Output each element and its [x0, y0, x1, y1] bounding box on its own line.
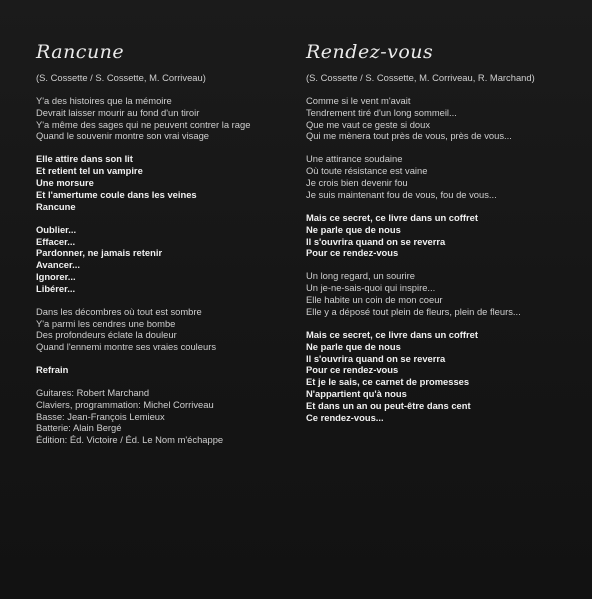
- lyric-line: Devrait laisser mourir au fond d'un tiroir: [36, 106, 200, 118]
- musician-credits: [36, 387, 298, 445]
- lyric-line: Y'a des histoires que la mémoire: [36, 95, 172, 106]
- lyric-line: Effacer...: [36, 235, 76, 247]
- song-credits: (S. Cossette / S. Cossette, M. Corriveau, R. Marchand): [306, 72, 535, 83]
- credit-line: Batterie: Alain Bergé: [36, 422, 122, 434]
- lyric-line: Il s'ouvrira quand on se reverra: [306, 352, 446, 364]
- lyric-line: N'appartient qu'à nous: [306, 387, 407, 399]
- refrain-marker: [36, 364, 298, 376]
- lyric-line: Que me vaut ce geste si doux: [306, 118, 431, 130]
- lyric-line: Et l'amertume coule dans les veines: [36, 188, 197, 200]
- lyric-line: Libérer...: [36, 282, 76, 294]
- chorus-stanza: [306, 329, 582, 423]
- stanza: [36, 95, 298, 142]
- lyric-line: Des profondeurs éclate la douleur: [36, 329, 177, 341]
- lyric-line: Et retient tel un vampire: [36, 165, 143, 177]
- lyric-line: Un long regard, un sourire: [306, 270, 415, 282]
- stanza: [36, 306, 298, 353]
- lyric-line: Qui me mènera tout près de vous, près de vous...: [306, 130, 512, 142]
- lyric-line: Il s'ouvrira quand on se reverra: [306, 235, 446, 247]
- chorus-stanza: [306, 212, 582, 259]
- lyric-line: Une attirance soudaine: [306, 153, 403, 165]
- lyric-line: Pour ce rendez-vous: [306, 364, 399, 376]
- song-title: Rendez-vous: [306, 41, 434, 63]
- lyric-line: Je suis maintenant fou de vous, fou de vous...: [306, 188, 497, 200]
- lyric-line: Dans les décombres où tout est sombre: [36, 305, 202, 317]
- stanza: [306, 153, 582, 200]
- lyric-line: Avancer...: [36, 259, 80, 271]
- lyric-line: Et je le sais, ce carnet de promesses: [306, 376, 470, 388]
- lyric-line: Rancune: [36, 200, 76, 212]
- credit-line: Guitares: Robert Marchand: [36, 387, 150, 399]
- lyric-line: Une morsure: [36, 177, 94, 189]
- lyric-line: Et dans un an ou peut-être dans cent: [306, 399, 471, 411]
- song-rancune: [36, 40, 298, 457]
- chorus-stanza: [36, 153, 298, 212]
- lyric-line: Quand le souvenir montre son vrai visage: [36, 130, 210, 142]
- lyric-line: Ce rendez-vous...: [306, 411, 384, 423]
- lyric-line: Comme si le vent m'avait: [306, 95, 411, 106]
- lyric-line: Elle attire dans son lit: [36, 153, 133, 165]
- chorus-stanza: [36, 224, 298, 295]
- lyric-line: Tendrement tiré d'un long sommeil...: [306, 106, 457, 118]
- lyric-line: Refrain: [36, 364, 69, 376]
- lyric-line: Elle y a déposé tout plein de fleurs, plein de fleurs...: [306, 305, 521, 317]
- credit-line: Claviers, programmation: Michel Corriveau: [36, 399, 214, 411]
- lyric-line: Ne parle que de nous: [306, 223, 401, 235]
- lyric-line: Où toute résistance est vaine: [306, 165, 428, 177]
- stanza: [306, 270, 582, 317]
- lyric-line: Un je-ne-sais-quoi qui inspire...: [306, 282, 436, 294]
- lyric-line: Elle habite un coin de mon coeur: [306, 294, 443, 306]
- stanza: [306, 95, 582, 142]
- lyric-line: Quand l'ennemi montre ses vraies couleurs: [36, 341, 217, 353]
- lyric-line: Oublier...: [36, 223, 77, 235]
- song-rendez-vous: [306, 40, 582, 435]
- lyric-line: Mais ce secret, ce livre dans un coffret: [306, 328, 478, 340]
- lyric-line: Pour ce rendez-vous: [306, 247, 399, 259]
- lyric-line: Pardonner, ne jamais retenir: [36, 247, 163, 259]
- credit-line: Basse: Jean-François Lemieux: [36, 410, 165, 422]
- lyric-line: Je crois bien devenir fou: [306, 177, 408, 189]
- lyric-line: Mais ce secret, ce livre dans un coffret: [306, 211, 478, 223]
- lyric-line: Y'a parmi les cendres une bombe: [36, 317, 176, 329]
- song-credits: (S. Cossette / S. Cossette, M. Corriveau): [36, 72, 206, 83]
- lyric-line: Ne parle que de nous: [306, 340, 401, 352]
- lyric-line: Ignorer...: [36, 270, 76, 282]
- song-title: Rancune: [36, 41, 125, 63]
- lyric-line: Y'a même des sages qui ne peuvent contrer la rage: [36, 118, 251, 130]
- credit-line: Édition: Éd. Victoire / Éd. Le Nom m'échappe: [36, 433, 224, 445]
